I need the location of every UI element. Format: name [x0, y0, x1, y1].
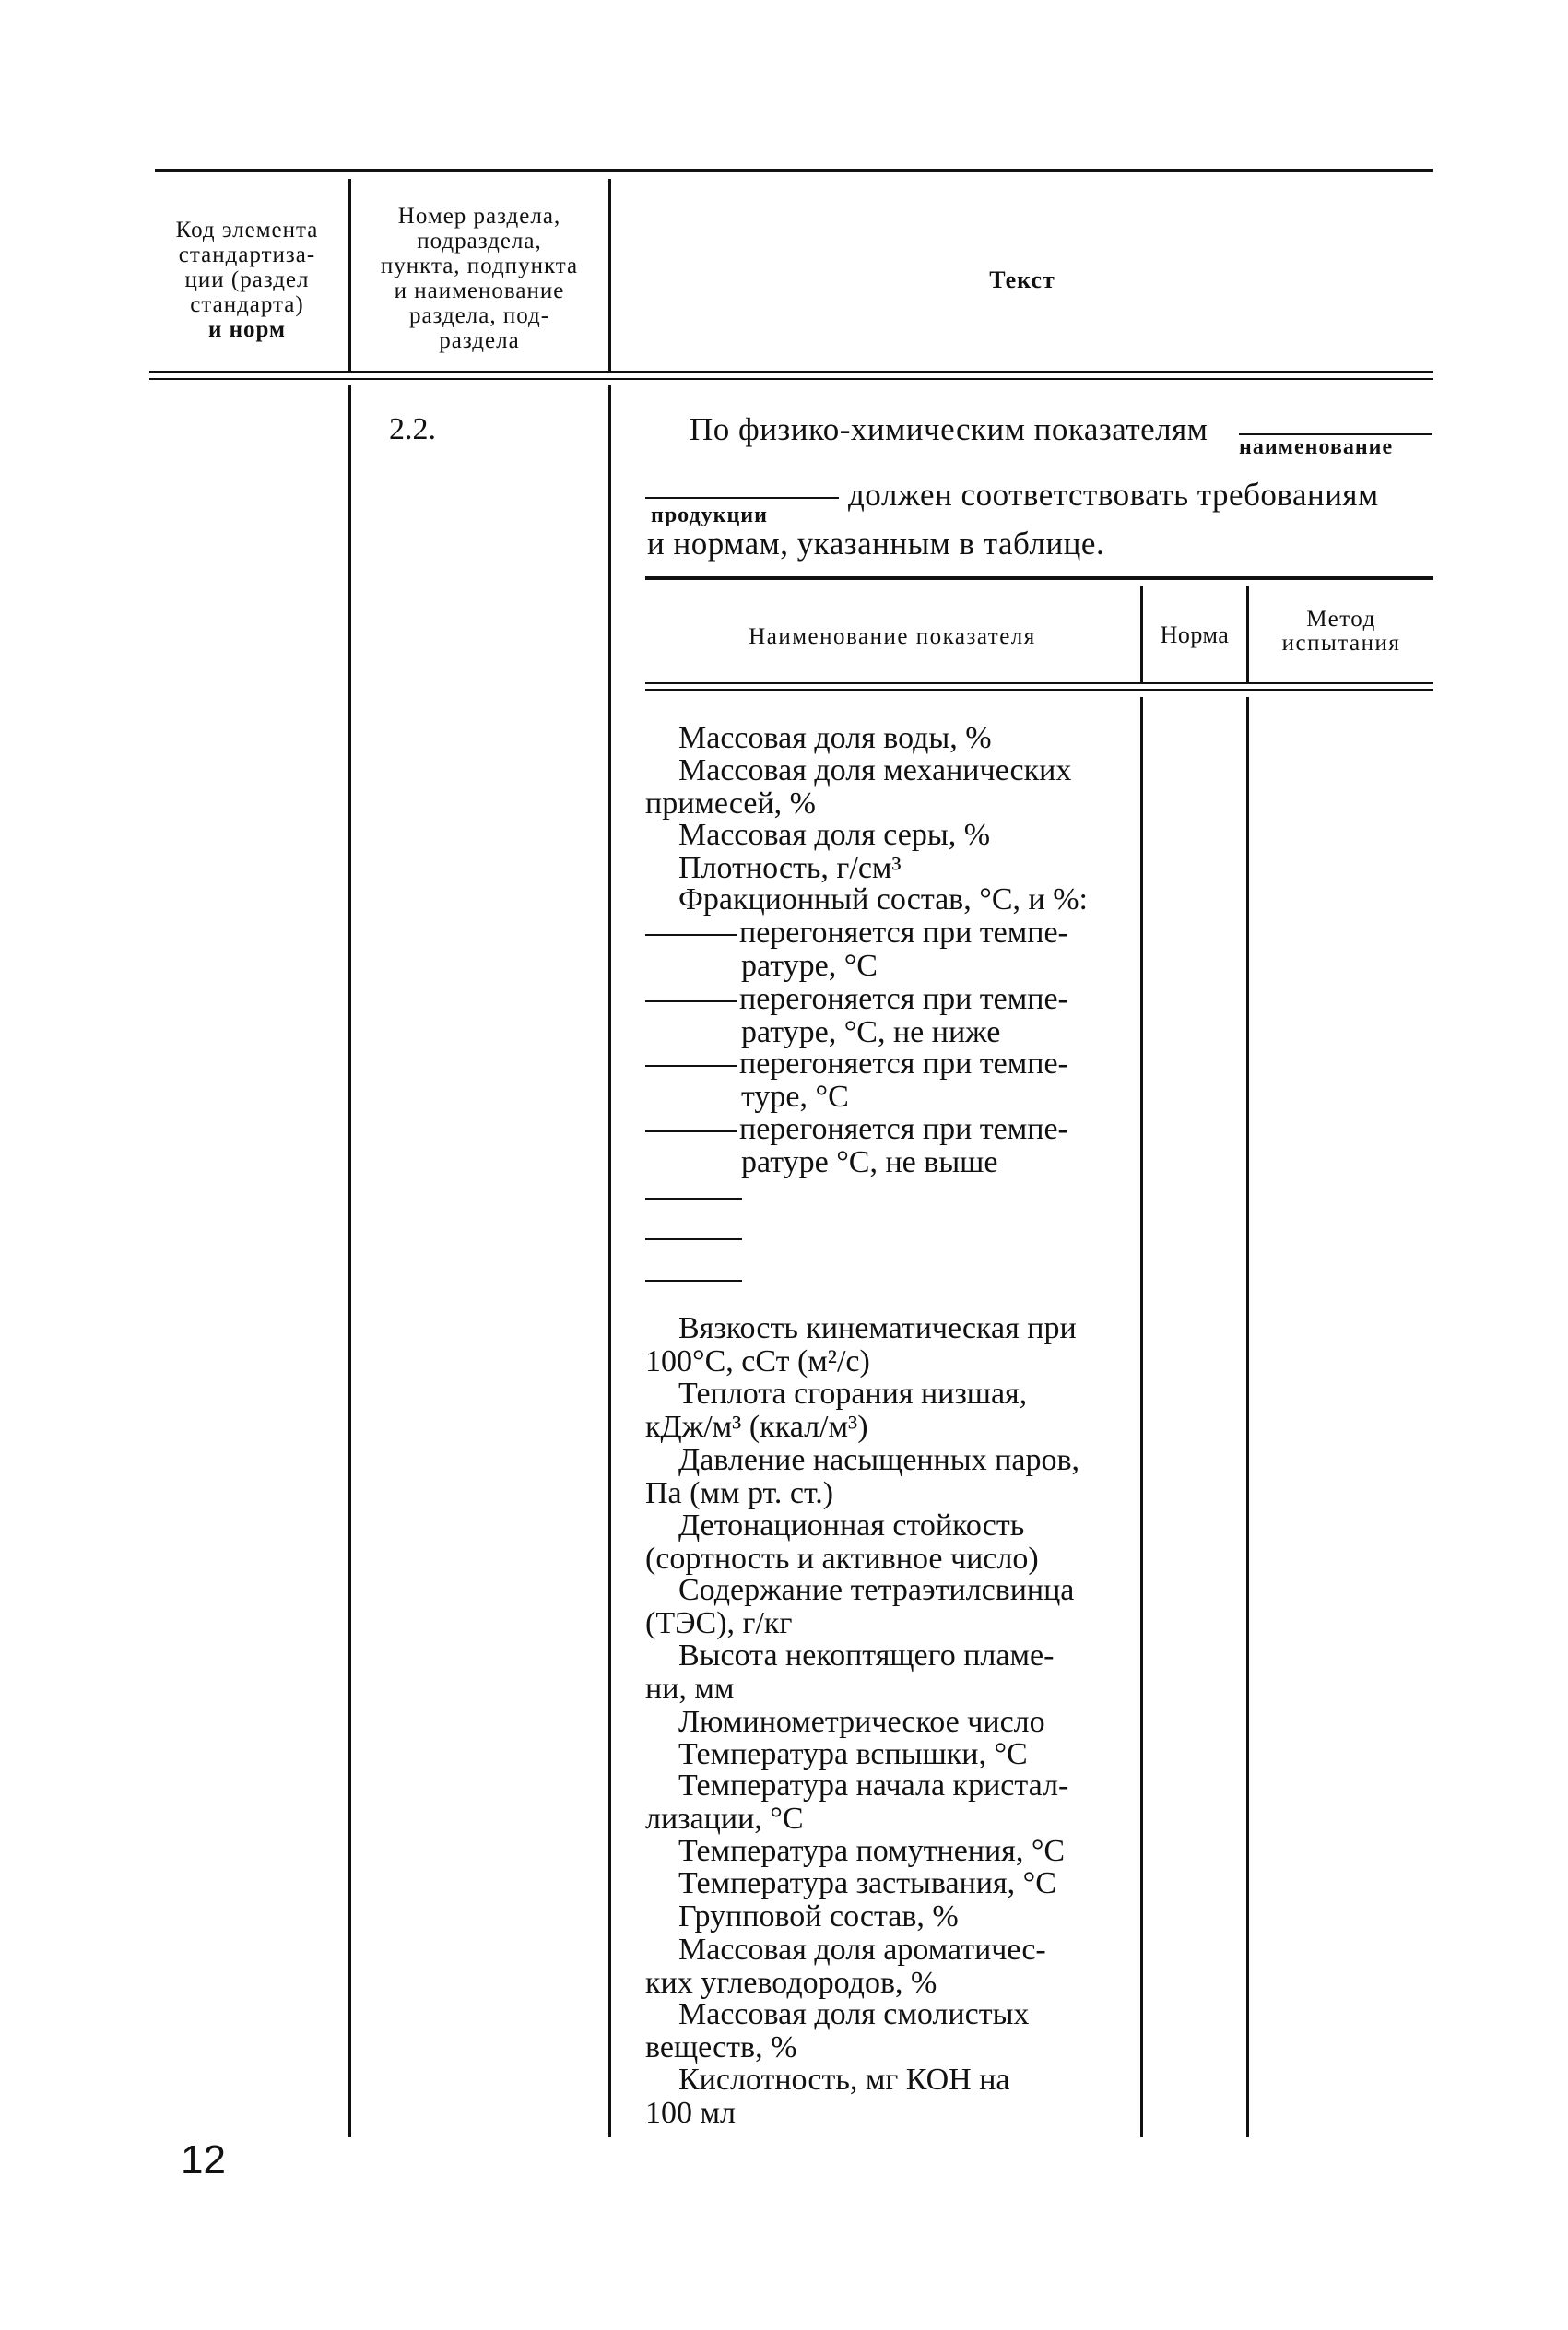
indicator-row — [645, 1378, 1141, 1444]
indicator-row-line: Люминометрическое число — [678, 1705, 1045, 1739]
indicator-row-text: перегоняется при темпе- — [739, 1047, 1068, 1081]
divider-col1-col2-body — [348, 385, 351, 2137]
indicator-row — [645, 883, 1141, 917]
indicator-row-line: Температура вспышки, °С — [678, 1737, 1028, 1771]
indicator-row-line: Детонационная стойкость — [678, 1508, 1025, 1543]
indicator-row-line: туре, °С — [741, 1080, 849, 1114]
inner-header-rule-1 — [645, 682, 1433, 684]
inner-header-norm: Норма — [1160, 621, 1230, 648]
indicator-row-line: Температура застывания, °С — [678, 1866, 1056, 1900]
indicator-row — [645, 917, 1141, 983]
header-section-number: Номер раздела, подраздела, пункта, подпункта и наименование раздела, под- раздела — [380, 204, 579, 353]
indicator-row-line — [645, 1047, 1141, 1081]
indicator-row-line: ких углеводородов, % — [645, 1966, 937, 2000]
indicator-row-line: Теплота сгорания низшая, — [678, 1377, 1028, 1411]
indicator-row-line — [645, 983, 1141, 1016]
indicator-row — [645, 1574, 1141, 1640]
indicator-row-line: Массовая доля механических — [678, 753, 1072, 787]
indicator-row — [645, 1706, 1141, 1739]
indicator-row-text: перегоняется при темпе- — [739, 916, 1068, 950]
indicator-row — [645, 1998, 1141, 2064]
paragraph-sub-1: наименование — [1239, 435, 1394, 459]
page-number: 12 — [181, 2137, 226, 2182]
indicator-row-line: Температура помутнения, °С — [678, 1834, 1066, 1868]
paragraph-sub-2: продукции — [651, 503, 768, 527]
indicator-row — [645, 1934, 1141, 2000]
inner-header-method: Метод испытания — [1281, 607, 1401, 656]
section-number: 2.2. — [389, 412, 436, 446]
indicator-row-line: (сортность и активное число) — [645, 1542, 1039, 1576]
indicator-row-line: Па (мм рт. ст.) — [645, 1476, 834, 1510]
indicator-row-line — [645, 1113, 1141, 1146]
paragraph-line-3: и нормам, указанным в таблице. — [647, 526, 1105, 562]
indicator-row-line: Групповой состав, % — [678, 1899, 959, 1934]
indicator-row — [645, 1444, 1141, 1510]
header-bottom-rule-2 — [149, 378, 1433, 380]
indicator-row — [645, 1835, 1141, 1868]
blank-line — [645, 1198, 742, 1200]
paragraph-line-1 — [690, 411, 1208, 448]
indicator-row-line: Высота некоптящего пламе- — [678, 1638, 1055, 1673]
blank-dash — [645, 1065, 737, 1067]
indicator-row-line: Массовая доля смолистых — [678, 1997, 1030, 2031]
inner-top-rule — [645, 576, 1433, 580]
indicator-row — [645, 983, 1141, 1049]
indicator-row — [645, 1312, 1141, 1378]
divider-col2-col3-header — [608, 179, 611, 371]
indicator-row-text: перегоняется при темпе- — [739, 1112, 1068, 1146]
blank-dash — [645, 1130, 737, 1132]
indicator-row — [645, 819, 1141, 852]
indicator-row-line: примесей, % — [645, 787, 816, 821]
indicator-row-line: ратуре °С, не выше — [741, 1145, 998, 1179]
indicator-row-line: веществ, % — [645, 2030, 797, 2064]
indicator-row-line: ни, мм — [645, 1672, 735, 1706]
indicator-row-line: Фракционный состав, °С, и %: — [678, 882, 1088, 917]
blank-dash — [645, 934, 737, 936]
divider-col1-col2-header — [348, 179, 351, 371]
paragraph-line-1-text: По физико-химическим показателям — [690, 411, 1208, 447]
indicator-row-line: ратуре, °С, не ниже — [741, 1015, 1001, 1049]
header-code-element: Код элемента стандартиза- ции (раздел стандарта) и норм — [175, 218, 319, 342]
indicator-row-line: лизации, °С — [645, 1802, 804, 1836]
indicator-row-line: Содержание тетраэтилсвинца — [678, 1573, 1075, 1607]
inner-divider-norm-method-body — [1246, 697, 1249, 2137]
indicator-row — [645, 1738, 1141, 1771]
indicator-row — [645, 1509, 1141, 1576]
indicator-row — [645, 1769, 1141, 1836]
blank-line — [645, 1238, 742, 1240]
indicator-row — [645, 1900, 1141, 1934]
indicator-row-line: Массовая доля воды, % — [678, 721, 992, 755]
indicator-row-line: Температура начала кристал- — [678, 1768, 1069, 1803]
indicator-row-line: ратуре, °С — [741, 949, 878, 983]
inner-header-rule-2 — [645, 689, 1433, 691]
indicator-row-line — [645, 917, 1141, 950]
header-bottom-rule-1 — [149, 371, 1433, 373]
indicator-row — [645, 1867, 1141, 1900]
indicator-row — [645, 852, 1141, 885]
indicator-row — [645, 2064, 1141, 2130]
indicator-row-line: 100°С, сСт (м²/с) — [645, 1344, 870, 1378]
indicator-row-line: Плотность, г/см³ — [678, 851, 902, 885]
indicator-row — [645, 1639, 1141, 1706]
indicator-row — [645, 1113, 1141, 1179]
indicator-row-line: Массовая доля ароматичес- — [678, 1933, 1046, 1967]
header-text: Текст — [989, 266, 1055, 293]
paragraph-line-2: должен соответствовать требованиям — [848, 477, 1379, 513]
indicator-row — [645, 1047, 1141, 1114]
indicator-row — [645, 754, 1141, 821]
indicator-row-text: перегоняется при темпе- — [739, 982, 1068, 1016]
blank-line — [645, 1280, 742, 1282]
indicator-row — [645, 722, 1141, 755]
indicator-row-line: Массовая доля серы, % — [678, 818, 991, 852]
paragraph-blank-2 — [645, 497, 839, 499]
indicator-row-line: кДж/м³ (ккал/м³) — [645, 1410, 868, 1444]
blank-dash — [645, 1000, 737, 1002]
divider-col2-col3-body — [608, 385, 611, 2137]
indicator-row-line: Давление насыщенных паров, — [678, 1443, 1079, 1477]
inner-divider-norm-method-header — [1246, 586, 1249, 682]
indicator-row-line: (ТЭС), г/кг — [645, 1606, 793, 1640]
inner-header-name: Наименование показателя — [749, 624, 1036, 649]
indicator-row-line: 100 мл — [645, 2096, 736, 2130]
indicator-row-line: Вязкость кинематическая при — [678, 1311, 1077, 1345]
indicator-row-line: Кислотность, мг КОН на — [678, 2063, 1010, 2097]
top-rule — [155, 169, 1433, 172]
